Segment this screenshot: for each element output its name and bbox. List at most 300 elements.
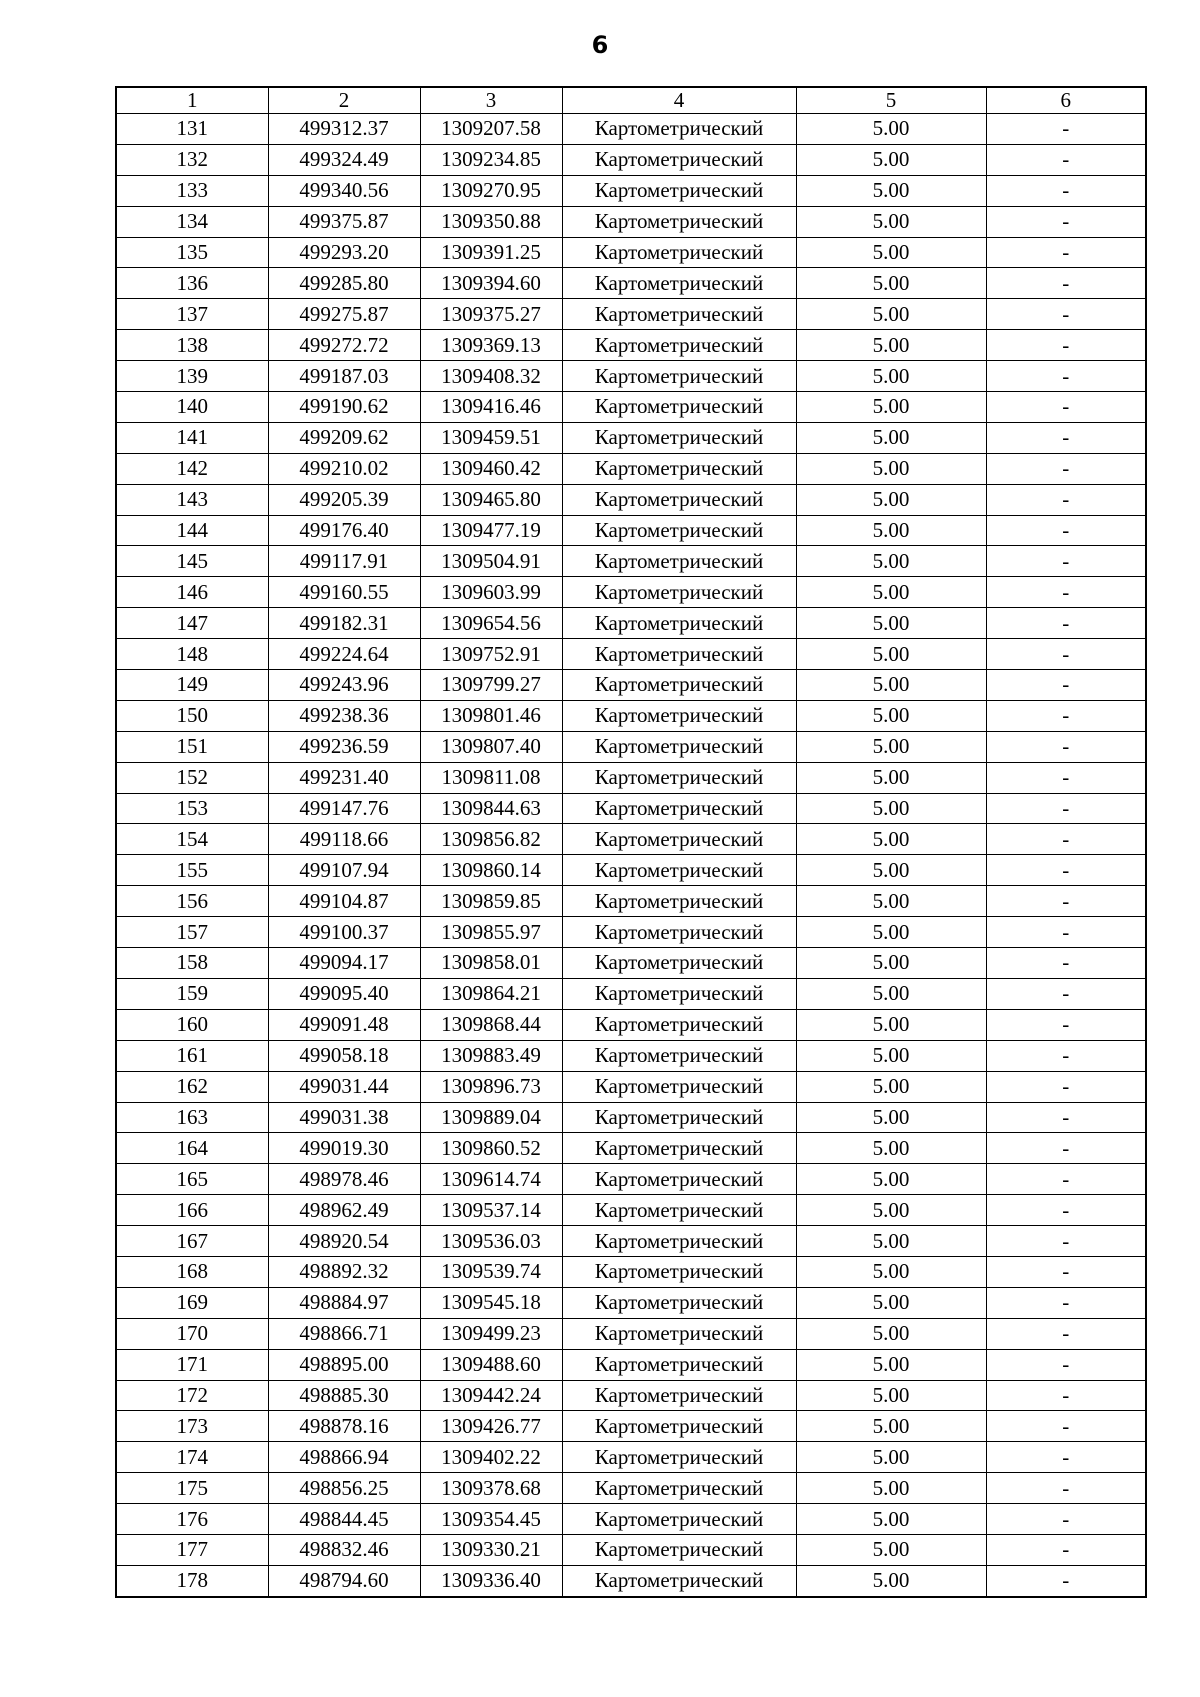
description-cell: - [986,1349,1146,1380]
coordinates-table [115,86,1147,1598]
y-coordinate-cell: 1309378.68 [420,1473,562,1504]
accuracy-cell: 5.00 [796,1102,986,1133]
y-coordinate-cell: 1309864.21 [420,978,562,1009]
point-number-cell: 140 [116,392,268,423]
table-row [116,546,1146,577]
point-number-cell: 154 [116,824,268,855]
accuracy-cell: 5.00 [796,515,986,546]
x-coordinate-cell: 499210.02 [268,453,420,484]
table-row [116,515,1146,546]
table-row [116,330,1146,361]
point-number-cell: 138 [116,330,268,361]
method-cell: Картометрический [562,855,796,886]
table-row [116,484,1146,515]
x-coordinate-cell: 499187.03 [268,361,420,392]
x-coordinate-cell: 498878.16 [268,1411,420,1442]
description-cell: - [986,1133,1146,1164]
accuracy-cell: 5.00 [796,1195,986,1226]
x-coordinate-cell: 499031.44 [268,1071,420,1102]
table-row [116,1226,1146,1257]
point-number-cell: 170 [116,1318,268,1349]
x-coordinate-cell: 499182.31 [268,608,420,639]
method-cell: Картометрический [562,1133,796,1164]
description-cell: - [986,453,1146,484]
x-coordinate-cell: 499107.94 [268,855,420,886]
description-cell: - [986,731,1146,762]
description-cell: - [986,422,1146,453]
table-row [116,1534,1146,1565]
description-cell: - [986,1473,1146,1504]
description-cell: - [986,886,1146,917]
table-row [116,1442,1146,1473]
table-row [116,1102,1146,1133]
y-coordinate-cell: 1309459.51 [420,422,562,453]
method-cell: Картометрический [562,1164,796,1195]
method-cell: Картометрический [562,1442,796,1473]
accuracy-cell: 5.00 [796,1534,986,1565]
x-coordinate-cell: 498920.54 [268,1226,420,1257]
point-number-cell: 164 [116,1133,268,1164]
point-number-cell: 144 [116,515,268,546]
table-row [116,670,1146,701]
column-header-5: 5 [796,87,986,114]
y-coordinate-cell: 1309465.80 [420,484,562,515]
x-coordinate-cell: 499104.87 [268,886,420,917]
point-number-cell: 132 [116,144,268,175]
x-coordinate-cell: 498884.97 [268,1287,420,1318]
point-number-cell: 142 [116,453,268,484]
page-number: 6 [591,31,609,59]
table-row [116,917,1146,948]
table-row [116,1380,1146,1411]
description-cell: - [986,577,1146,608]
method-cell: Картометрический [562,1504,796,1535]
method-cell: Картометрический [562,422,796,453]
y-coordinate-cell: 1309442.24 [420,1380,562,1411]
x-coordinate-cell: 499100.37 [268,917,420,948]
point-number-cell: 131 [116,114,268,145]
table-row [116,1256,1146,1287]
table-row [116,1473,1146,1504]
method-cell: Картометрический [562,546,796,577]
method-cell: Картометрический [562,1318,796,1349]
accuracy-cell: 5.00 [796,1504,986,1535]
y-coordinate-cell: 1309336.40 [420,1565,562,1596]
accuracy-cell: 5.00 [796,144,986,175]
accuracy-cell: 5.00 [796,793,986,824]
point-number-cell: 136 [116,268,268,299]
table-row [116,1195,1146,1226]
accuracy-cell: 5.00 [796,175,986,206]
y-coordinate-cell: 1309859.85 [420,886,562,917]
description-cell: - [986,1071,1146,1102]
point-number-cell: 175 [116,1473,268,1504]
accuracy-cell: 5.00 [796,1442,986,1473]
y-coordinate-cell: 1309488.60 [420,1349,562,1380]
y-coordinate-cell: 1309855.97 [420,917,562,948]
table-row [116,1071,1146,1102]
description-cell: - [986,1009,1146,1040]
description-cell: - [986,855,1146,886]
y-coordinate-cell: 1309545.18 [420,1287,562,1318]
point-number-cell: 172 [116,1380,268,1411]
table-row [116,608,1146,639]
method-cell: Картометрический [562,1040,796,1071]
y-coordinate-cell: 1309807.40 [420,731,562,762]
table-row [116,268,1146,299]
x-coordinate-cell: 499340.56 [268,175,420,206]
point-number-cell: 165 [116,1164,268,1195]
y-coordinate-cell: 1309868.44 [420,1009,562,1040]
point-number-cell: 174 [116,1442,268,1473]
y-coordinate-cell: 1309426.77 [420,1411,562,1442]
method-cell: Картометрический [562,206,796,237]
x-coordinate-cell: 499117.91 [268,546,420,577]
table-row [116,577,1146,608]
y-coordinate-cell: 1309391.25 [420,237,562,268]
table-row [116,1318,1146,1349]
x-coordinate-cell: 499147.76 [268,793,420,824]
method-cell: Картометрический [562,731,796,762]
point-number-cell: 178 [116,1565,268,1596]
point-number-cell: 177 [116,1534,268,1565]
table-row [116,700,1146,731]
y-coordinate-cell: 1309504.91 [420,546,562,577]
description-cell: - [986,330,1146,361]
y-coordinate-cell: 1309270.95 [420,175,562,206]
x-coordinate-cell: 498962.49 [268,1195,420,1226]
method-cell: Картометрический [562,1195,796,1226]
accuracy-cell: 5.00 [796,546,986,577]
x-coordinate-cell: 499019.30 [268,1133,420,1164]
method-cell: Картометрический [562,1226,796,1257]
x-coordinate-cell: 499285.80 [268,268,420,299]
description-cell: - [986,793,1146,824]
x-coordinate-cell: 499190.62 [268,392,420,423]
description-cell: - [986,978,1146,1009]
description-cell: - [986,1256,1146,1287]
description-cell: - [986,762,1146,793]
method-cell: Картометрический [562,608,796,639]
accuracy-cell: 5.00 [796,1009,986,1040]
table-row [116,639,1146,670]
method-cell: Картометрический [562,484,796,515]
accuracy-cell: 5.00 [796,731,986,762]
point-number-cell: 173 [116,1411,268,1442]
point-number-cell: 168 [116,1256,268,1287]
x-coordinate-cell: 499375.87 [268,206,420,237]
table-row [116,299,1146,330]
description-cell: - [986,824,1146,855]
y-coordinate-cell: 1309614.74 [420,1164,562,1195]
table-row [116,1009,1146,1040]
x-coordinate-cell: 498832.46 [268,1534,420,1565]
accuracy-cell: 5.00 [796,1565,986,1596]
table-row [116,978,1146,1009]
accuracy-cell: 5.00 [796,577,986,608]
table-row [116,361,1146,392]
point-number-cell: 158 [116,948,268,979]
point-number-cell: 160 [116,1009,268,1040]
y-coordinate-cell: 1309883.49 [420,1040,562,1071]
method-cell: Картометрический [562,1534,796,1565]
table-row [116,855,1146,886]
method-cell: Картометрический [562,453,796,484]
description-cell: - [986,1226,1146,1257]
description-cell: - [986,700,1146,731]
table-row [116,144,1146,175]
table-row [116,422,1146,453]
y-coordinate-cell: 1309354.45 [420,1504,562,1535]
y-coordinate-cell: 1309844.63 [420,793,562,824]
point-number-cell: 159 [116,978,268,1009]
point-number-cell: 162 [116,1071,268,1102]
y-coordinate-cell: 1309801.46 [420,700,562,731]
description-cell: - [986,1380,1146,1411]
method-cell: Картометрический [562,1287,796,1318]
accuracy-cell: 5.00 [796,330,986,361]
point-number-cell: 171 [116,1349,268,1380]
accuracy-cell: 5.00 [796,1349,986,1380]
description-cell: - [986,948,1146,979]
point-number-cell: 141 [116,422,268,453]
point-number-cell: 163 [116,1102,268,1133]
method-cell: Картометрический [562,268,796,299]
description-cell: - [986,268,1146,299]
x-coordinate-cell: 499293.20 [268,237,420,268]
point-number-cell: 155 [116,855,268,886]
y-coordinate-cell: 1309860.52 [420,1133,562,1164]
method-cell: Картометрический [562,1256,796,1287]
x-coordinate-cell: 499118.66 [268,824,420,855]
y-coordinate-cell: 1309350.88 [420,206,562,237]
description-cell: - [986,515,1146,546]
x-coordinate-cell: 499238.36 [268,700,420,731]
description-cell: - [986,608,1146,639]
method-cell: Картометрический [562,762,796,793]
accuracy-cell: 5.00 [796,1287,986,1318]
description-cell: - [986,1534,1146,1565]
y-coordinate-cell: 1309811.08 [420,762,562,793]
method-cell: Картометрический [562,670,796,701]
x-coordinate-cell: 499275.87 [268,299,420,330]
column-header-6: 6 [986,87,1146,114]
description-cell: - [986,114,1146,145]
x-coordinate-cell: 499058.18 [268,1040,420,1071]
description-cell: - [986,670,1146,701]
table-row [116,1287,1146,1318]
table-row [116,1411,1146,1442]
y-coordinate-cell: 1309896.73 [420,1071,562,1102]
accuracy-cell: 5.00 [796,453,986,484]
point-number-cell: 167 [116,1226,268,1257]
accuracy-cell: 5.00 [796,1071,986,1102]
y-coordinate-cell: 1309369.13 [420,330,562,361]
table-row [116,793,1146,824]
accuracy-cell: 5.00 [796,237,986,268]
x-coordinate-cell: 498885.30 [268,1380,420,1411]
point-number-cell: 139 [116,361,268,392]
description-cell: - [986,1504,1146,1535]
description-cell: - [986,1411,1146,1442]
accuracy-cell: 5.00 [796,114,986,145]
y-coordinate-cell: 1309477.19 [420,515,562,546]
table-row [116,731,1146,762]
x-coordinate-cell: 498892.32 [268,1256,420,1287]
method-cell: Картометрический [562,700,796,731]
accuracy-cell: 5.00 [796,700,986,731]
x-coordinate-cell: 499231.40 [268,762,420,793]
accuracy-cell: 5.00 [796,422,986,453]
accuracy-cell: 5.00 [796,206,986,237]
x-coordinate-cell: 499236.59 [268,731,420,762]
x-coordinate-cell: 499031.38 [268,1102,420,1133]
description-cell: - [986,299,1146,330]
accuracy-cell: 5.00 [796,886,986,917]
accuracy-cell: 5.00 [796,361,986,392]
description-cell: - [986,206,1146,237]
point-number-cell: 145 [116,546,268,577]
point-number-cell: 134 [116,206,268,237]
description-cell: - [986,1442,1146,1473]
description-cell: - [986,1195,1146,1226]
x-coordinate-cell: 499205.39 [268,484,420,515]
method-cell: Картометрический [562,948,796,979]
point-number-cell: 149 [116,670,268,701]
accuracy-cell: 5.00 [796,608,986,639]
method-cell: Картометрический [562,886,796,917]
x-coordinate-cell: 498794.60 [268,1565,420,1596]
y-coordinate-cell: 1309889.04 [420,1102,562,1133]
point-number-cell: 150 [116,700,268,731]
x-coordinate-cell: 499095.40 [268,978,420,1009]
table-row [116,1349,1146,1380]
y-coordinate-cell: 1309537.14 [420,1195,562,1226]
method-cell: Картометрический [562,144,796,175]
y-coordinate-cell: 1309416.46 [420,392,562,423]
x-coordinate-cell: 499209.62 [268,422,420,453]
x-coordinate-cell: 499160.55 [268,577,420,608]
accuracy-cell: 5.00 [796,855,986,886]
description-cell: - [986,1318,1146,1349]
point-number-cell: 137 [116,299,268,330]
y-coordinate-cell: 1309207.58 [420,114,562,145]
method-cell: Картометрический [562,1473,796,1504]
method-cell: Картометрический [562,1411,796,1442]
table-body [116,114,1146,1597]
method-cell: Картометрический [562,1071,796,1102]
accuracy-cell: 5.00 [796,917,986,948]
table-row [116,453,1146,484]
table-row [116,114,1146,145]
point-number-cell: 169 [116,1287,268,1318]
method-cell: Картометрический [562,577,796,608]
description-cell: - [986,1040,1146,1071]
point-number-cell: 135 [116,237,268,268]
table-row [116,1504,1146,1535]
accuracy-cell: 5.00 [796,1473,986,1504]
description-cell: - [986,392,1146,423]
point-number-cell: 161 [116,1040,268,1071]
accuracy-cell: 5.00 [796,299,986,330]
table-row [116,1133,1146,1164]
accuracy-cell: 5.00 [796,1133,986,1164]
y-coordinate-cell: 1309539.74 [420,1256,562,1287]
accuracy-cell: 5.00 [796,824,986,855]
x-coordinate-cell: 499224.64 [268,639,420,670]
y-coordinate-cell: 1309536.03 [420,1226,562,1257]
point-number-cell: 146 [116,577,268,608]
point-number-cell: 143 [116,484,268,515]
table-row [116,206,1146,237]
method-cell: Картометрический [562,917,796,948]
y-coordinate-cell: 1309330.21 [420,1534,562,1565]
y-coordinate-cell: 1309856.82 [420,824,562,855]
method-cell: Картометрический [562,330,796,361]
y-coordinate-cell: 1309460.42 [420,453,562,484]
accuracy-cell: 5.00 [796,1040,986,1071]
accuracy-cell: 5.00 [796,268,986,299]
accuracy-cell: 5.00 [796,1380,986,1411]
point-number-cell: 147 [116,608,268,639]
x-coordinate-cell: 499243.96 [268,670,420,701]
table-row [116,824,1146,855]
y-coordinate-cell: 1309402.22 [420,1442,562,1473]
point-number-cell: 152 [116,762,268,793]
accuracy-cell: 5.00 [796,392,986,423]
table-row [116,175,1146,206]
method-cell: Картометрический [562,1349,796,1380]
x-coordinate-cell: 498978.46 [268,1164,420,1195]
y-coordinate-cell: 1309375.27 [420,299,562,330]
accuracy-cell: 5.00 [796,1256,986,1287]
method-cell: Картометрический [562,1565,796,1596]
table-row [116,1164,1146,1195]
x-coordinate-cell: 498856.25 [268,1473,420,1504]
y-coordinate-cell: 1309408.32 [420,361,562,392]
column-header-1: 1 [116,87,268,114]
y-coordinate-cell: 1309860.14 [420,855,562,886]
accuracy-cell: 5.00 [796,762,986,793]
description-cell: - [986,1565,1146,1596]
description-cell: - [986,639,1146,670]
y-coordinate-cell: 1309603.99 [420,577,562,608]
x-coordinate-cell: 498866.71 [268,1318,420,1349]
accuracy-cell: 5.00 [796,1411,986,1442]
method-cell: Картометрический [562,824,796,855]
x-coordinate-cell: 498895.00 [268,1349,420,1380]
description-cell: - [986,1164,1146,1195]
accuracy-cell: 5.00 [796,670,986,701]
table-row [116,1565,1146,1596]
column-header-2: 2 [268,87,420,114]
y-coordinate-cell: 1309394.60 [420,268,562,299]
accuracy-cell: 5.00 [796,978,986,1009]
method-cell: Картометрический [562,392,796,423]
accuracy-cell: 5.00 [796,484,986,515]
description-cell: - [986,175,1146,206]
y-coordinate-cell: 1309654.56 [420,608,562,639]
x-coordinate-cell: 499324.49 [268,144,420,175]
method-cell: Картометрический [562,1380,796,1411]
description-cell: - [986,917,1146,948]
description-cell: - [986,144,1146,175]
point-number-cell: 176 [116,1504,268,1535]
method-cell: Картометрический [562,515,796,546]
x-coordinate-cell: 499094.17 [268,948,420,979]
x-coordinate-cell: 498866.94 [268,1442,420,1473]
y-coordinate-cell: 1309858.01 [420,948,562,979]
